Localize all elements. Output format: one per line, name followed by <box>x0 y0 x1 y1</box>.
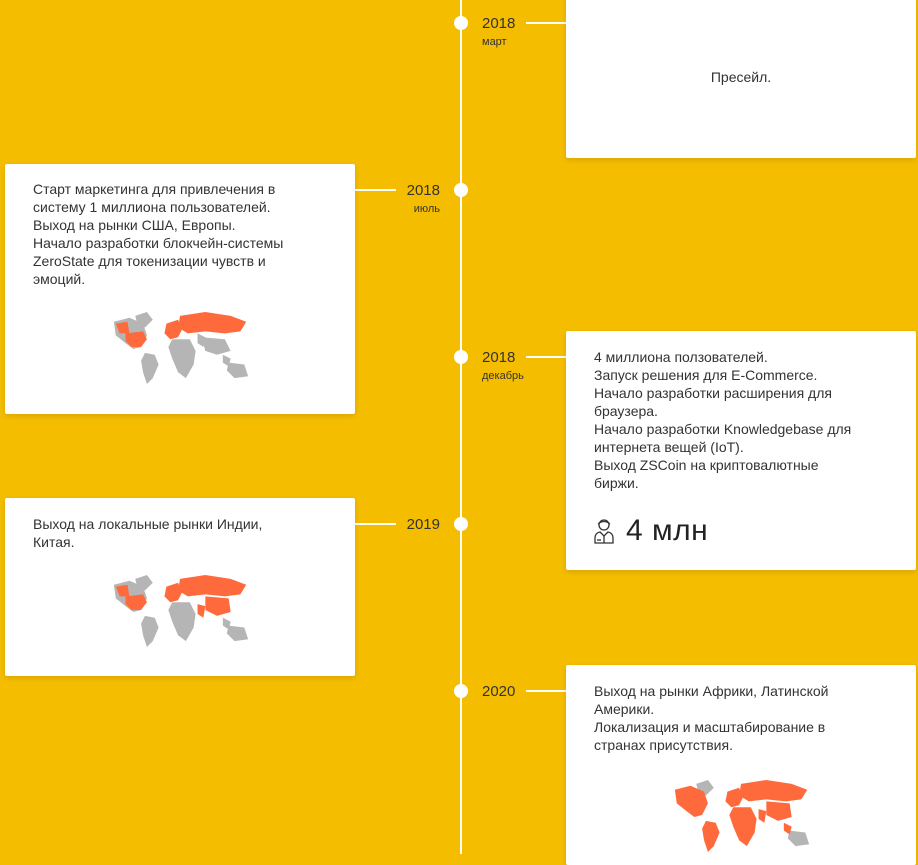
timeline-month: июль <box>413 203 440 215</box>
milestone-card-2019 <box>5 498 355 676</box>
milestone-card-2018-december <box>566 331 916 570</box>
world-map-icon <box>108 570 254 650</box>
milestone-card-2020 <box>566 665 916 865</box>
timeline-year: 2018 <box>482 349 516 366</box>
timeline-connector <box>526 356 566 358</box>
users-stat <box>594 514 708 548</box>
user-icon <box>594 518 614 544</box>
timeline-dot-2018-july <box>454 183 468 197</box>
timeline-dot-2019 <box>454 517 468 531</box>
timeline-year: 2020 <box>482 683 516 700</box>
milestone-card-2018-march <box>566 0 916 158</box>
milestone-card-2018-july <box>5 164 355 414</box>
world-map-icon <box>669 775 815 855</box>
milestone-text: Выход на рынки Африки, Латинской Америки. Локализация и масштабирование в странах присутствия. <box>594 683 829 753</box>
world-map-icon <box>108 307 254 387</box>
timeline-dot-2018-december <box>454 350 468 364</box>
timeline-connector <box>355 523 396 525</box>
timeline-connector <box>526 690 566 692</box>
users-stat-value: 4 млн <box>626 514 709 547</box>
timeline-dot-2020 <box>454 684 468 698</box>
milestone-text: Пресейл. <box>710 69 772 85</box>
timeline-month: декабрь <box>482 370 524 382</box>
timeline-spine <box>460 0 462 854</box>
timeline-dot-2018-march <box>454 16 468 30</box>
milestone-text: Выход на локальные рынки Индии, Китая. <box>33 516 263 550</box>
timeline-month: март <box>482 36 507 48</box>
timeline-connector <box>526 22 566 24</box>
timeline-year: 2018 <box>482 15 516 32</box>
timeline-year: 2018 <box>406 182 440 199</box>
timeline-year: 2019 <box>406 516 440 533</box>
milestone-text: Старт маркетинга для привлечения в систему 1 миллиона пользователей. Выход на рынки США, Европы. Начало разработки блокчейн-системы ZeroState для токенизации чувств и эмоций. <box>33 181 284 287</box>
milestone-text: 4 миллиона ползователей. Запуск решения для E-Commerce. Начало разработки расширения для браузера. Начало разработки Knowledgebase для интернета вещей (IoT). Выход ZSCoin на криптовалютные биржи. <box>594 349 852 491</box>
timeline-connector <box>355 189 396 191</box>
